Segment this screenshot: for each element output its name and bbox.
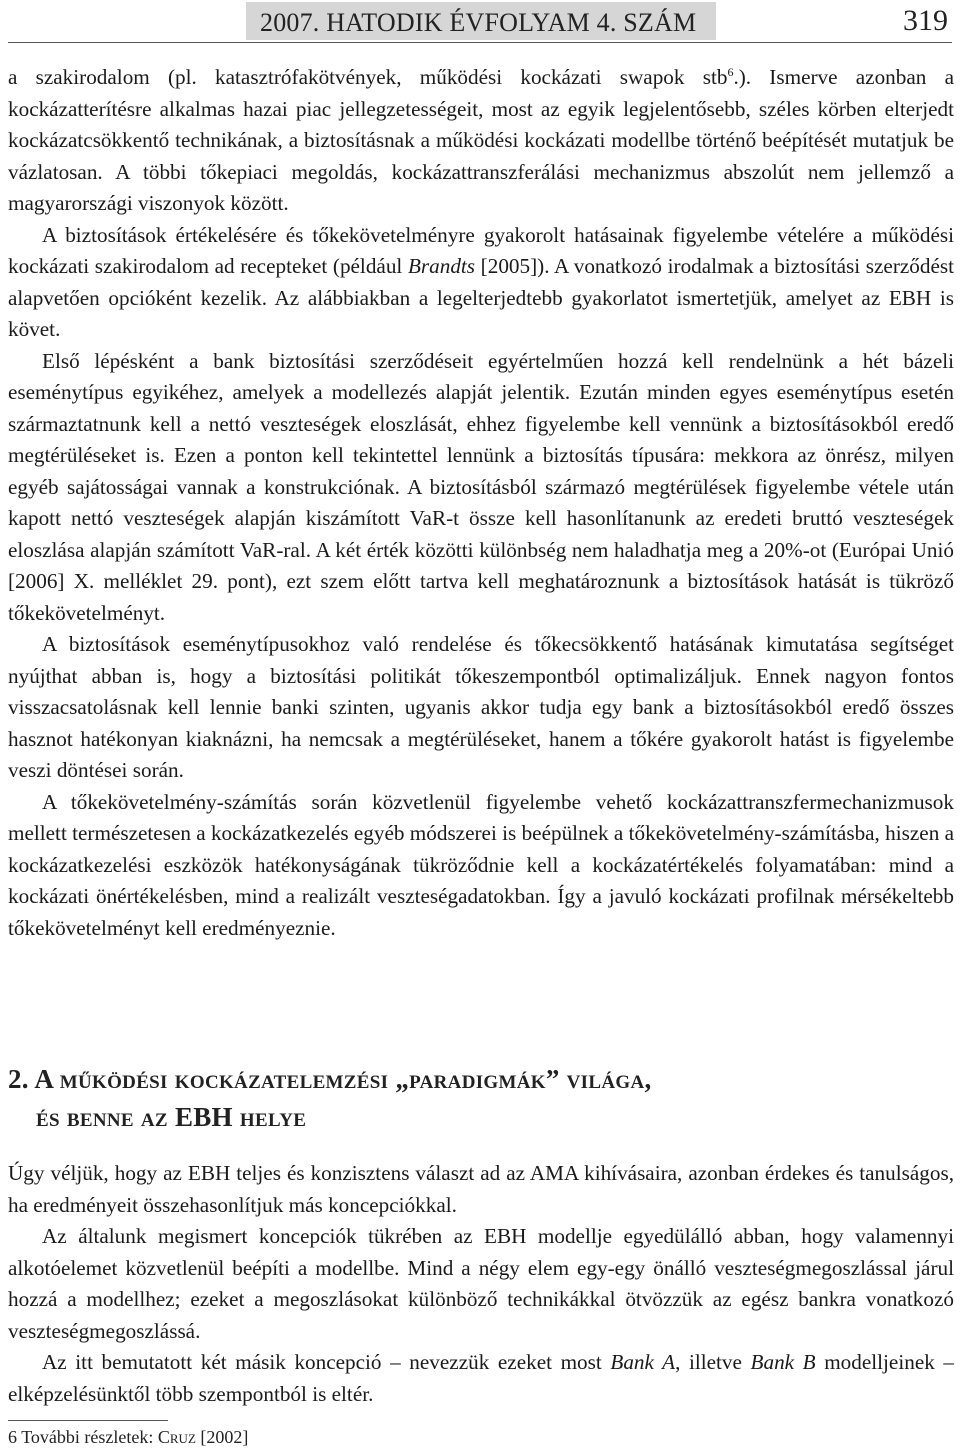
footnote-prefix: További részletek: — [21, 1427, 158, 1447]
section-paragraph-3-text-b: modelljeinek – elképzelésünktől több szempontból is eltér. — [8, 1350, 955, 1406]
footnote-author: Cruz — [157, 1427, 196, 1447]
page-header — [0, 0, 960, 46]
paragraph-1-text-b: .). Ismerve azonban a kockázatterítésre alkalmas hazai piac jellegzetességeit, most az egyik legjelentősebb, széles körben elterjedt kockázatcsökkentő technikának, a biztosításnak a működési kockázati modellbe történő beépítését mutatjuk be vázlatosan. A többi tőkepiaci megoldás, kockázattranszferálási mechanizmus abszolút nem jellemző a magyarországi viszonyok között. — [8, 65, 954, 215]
bank-b-label: Bank B — [750, 1350, 816, 1374]
body-text — [8, 62, 954, 944]
footnote-year: [2002] — [200, 1427, 249, 1447]
paragraph-4: A biztosítások eseménytípusokhoz való rendelése és tőkecsökkentő hatásának kimutatása segítséget nyújthat abban is, hogy a biztosítási politikát tőkeszempontból optimalizáljuk. Ennek nagyon fontos visszacsatolásnak kell lennie banki szinten, ugyanis akkor tudja egy bank a biztosításokból eredő összes hasznot hatékonyan kiaknázni, ha nemcsak a megtérüléseket, hanem a tőkére gyakorolt hatást is figyelembe veszi döntései során. — [8, 632, 954, 782]
paragraph-2-author: Brandts — [407, 254, 476, 278]
section-paragraph-3-text-a: Az itt bemutatott két másik koncepció – nevezzük ezeket most — [42, 1350, 611, 1374]
section-paragraph-3-text-mid: , illetve — [675, 1350, 751, 1374]
paragraph-5: A tőkekövetelmény-számítás során közvetlenül figyelembe vehető kockázattranszfermechanizmusok mellett természetesen a kockázatkezelés egyéb módszerei is beépülnek a tőkekövetelmény-számításba, hiszen a kockázatkezelési eszközök hatékonyságának tükröződnie kell a kockázatértékelés folyamatában: mind a kockázati önértékelésben, mind a realizált veszteségadatokban. Így a javuló kockázati profilnak mérsékeltebb tőkekövetelményt kell eredményeznie. — [8, 789, 954, 940]
section-paragraph-2: Az általunk megismert koncepciók tükrében az EBH modellje egyedülálló abban, hogy valamennyi alkotóelemet közvetlenül beépíti a modellbe. Mind a négy elem egy-egy önálló veszteségmegoszlással járul hozzá a modellhez; ezeket a megoszlásokat különböző technikákkal ötvözzük az egész bankra vonatkozó veszteségmegoszlássá. — [8, 1224, 954, 1343]
paragraph-3: Első lépésként a bank biztosítási szerződéseit egyértelműen hozzá kell rendelnünk a hét bázeli eseménytípus egyikéhez, amelyek a modellezés alapját jelentik. Ezután minden egyes eseménytípus esetén származtatnunk kell a nettó veszteségek eloszlását, ehhez figyelembe kell vennünk a biztosításokból eredő megtérüléseket is. Ezen a ponton kell tekintettel lennünk a biztosítás típusára: mekkora az önrész, milyen egyéb sajátosságai vannak a konstrukciónak. A biztosításból származó megtérülések figyelembe vétele után kapott nettó veszteségek alapján kiszámított VaR-t össze kell hasonlítanunk az eredeti bruttó veszteségek eloszlása alapján számított VaR-ral. A két érték közötti különbség nem haladhatja meg a 20%-ot (Európai Unió [2006] X. melléklet 29. pont), ezt szem előtt tartva kell meghatároznunk a biztosítások hatását is tükröző tőkekövetelményt. — [8, 348, 954, 625]
bank-a-label: Bank A — [610, 1350, 676, 1374]
paragraph-1 — [8, 62, 954, 220]
header-rule — [8, 42, 952, 43]
footnote-number: 6 — [8, 1427, 17, 1447]
footnote-reference[interactable]: 6 — [727, 64, 734, 79]
section-heading-line-2: és benne az EBH helye — [36, 1102, 307, 1132]
paragraph-2-text-b: [2005]). A vonatkozó irodalmak a biztosítási szerződést alapvetően opcióként kezelik. Az alábbiakban a legelterjedtebb gyakorlatot ismertetjük, amelyet az EBH is követ. — [8, 254, 955, 341]
section-heading-line-1: 2. A működési kockázatelemzési „paradigmák” világa, — [8, 1064, 652, 1094]
running-head-title: 2007. HATODIK ÉVFOLYAM 4. SZÁM — [260, 8, 697, 37]
section-body-text — [8, 1158, 954, 1410]
section-paragraph-3 — [8, 1347, 954, 1410]
paragraph-1-text-a: a szakirodalom (pl. katasztrófakötvények, működési kockázati swapok stb — [8, 65, 728, 89]
paragraph-2-text-a: A biztosítások értékelésére és tőkekövetelményre gyakorolt hatásainak figyelembe vételére a működési kockázati szakirodalom ad recepteket (például — [8, 222, 954, 278]
section-heading — [8, 1060, 948, 1136]
footnote — [8, 1427, 248, 1448]
paragraph-2 — [8, 220, 954, 346]
section-paragraph-1: Úgy véljük, hogy az EBH teljes és konzisztens választ ad az AMA kihívásaira, azonban érdekes és tanulságos, ha eredményeit összehasonlítjuk más koncepciókkal. — [8, 1161, 954, 1217]
page-number: 319 — [903, 4, 948, 37]
footnote-rule — [8, 1420, 168, 1421]
